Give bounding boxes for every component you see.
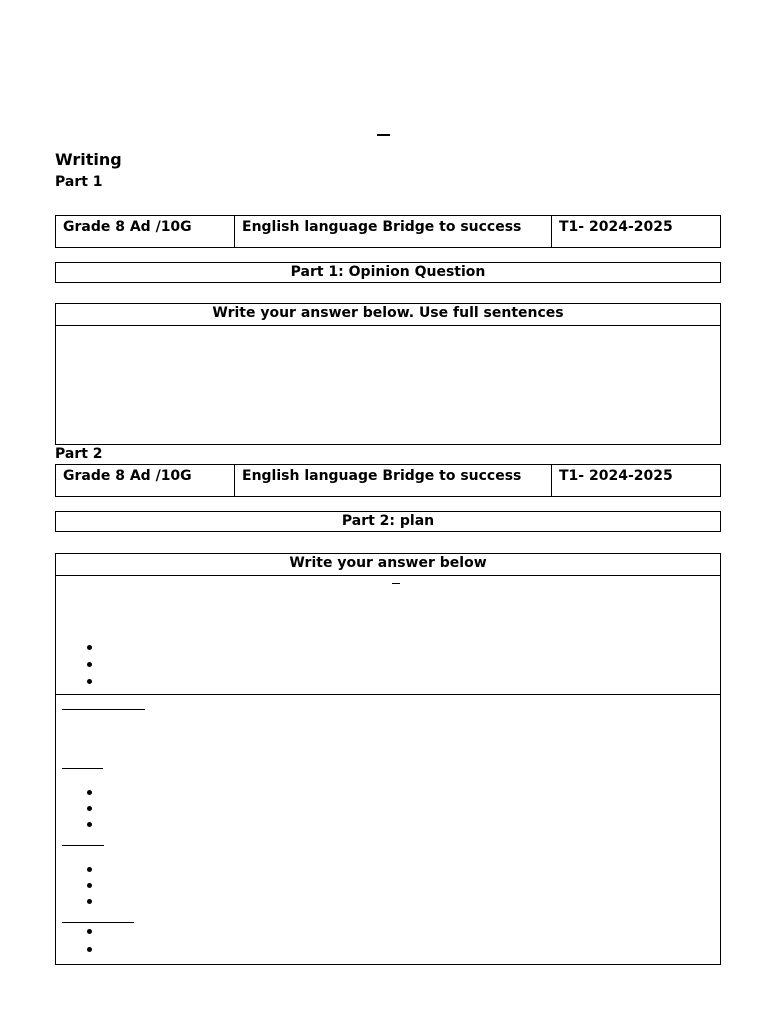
grade-cell: Grade 8 Ad /10G xyxy=(63,468,192,484)
part2-heading: Part 2: plan xyxy=(55,511,721,532)
term-cell: T1- 2024-2025 xyxy=(551,465,720,496)
section-divider xyxy=(55,694,721,695)
bullet-point xyxy=(87,806,92,811)
subject-cell: English language Bridge to success xyxy=(234,216,551,247)
part2-answer-box xyxy=(55,553,721,965)
bullet-point xyxy=(87,883,92,888)
header-dash xyxy=(377,134,390,136)
page-title: Writing xyxy=(55,150,122,169)
part2-answer-area[interactable] xyxy=(56,576,720,965)
term-cell: T1- 2024-2025 xyxy=(551,216,720,247)
bullet-point xyxy=(87,947,92,952)
part1-label: Part 1 xyxy=(55,174,103,190)
info-table-2 xyxy=(55,464,721,497)
part2-answer-header: Write your answer below xyxy=(56,554,720,576)
answer-dash xyxy=(392,583,400,584)
blank-underline xyxy=(62,845,104,846)
bullet-point xyxy=(87,662,92,667)
bullet-point xyxy=(87,679,92,684)
bullet-point xyxy=(87,822,92,827)
subject-cell: English language Bridge to success xyxy=(234,465,551,496)
part1-answer-area[interactable] xyxy=(56,326,720,445)
part1-answer-box xyxy=(55,303,721,445)
part1-heading: Part 1: Opinion Question xyxy=(55,262,721,283)
bullet-point xyxy=(87,645,92,650)
bullet-point xyxy=(87,867,92,872)
bullet-point xyxy=(87,790,92,795)
part2-label: Part 2 xyxy=(55,446,103,462)
part1-answer-header: Write your answer below. Use full sentences xyxy=(56,304,720,326)
bullet-point xyxy=(87,929,92,934)
blank-underline xyxy=(62,709,145,710)
bullet-point xyxy=(87,899,92,904)
info-table-1 xyxy=(55,215,721,248)
grade-cell: Grade 8 Ad /10G xyxy=(63,219,192,235)
blank-underline xyxy=(62,768,103,769)
blank-underline xyxy=(62,922,134,923)
